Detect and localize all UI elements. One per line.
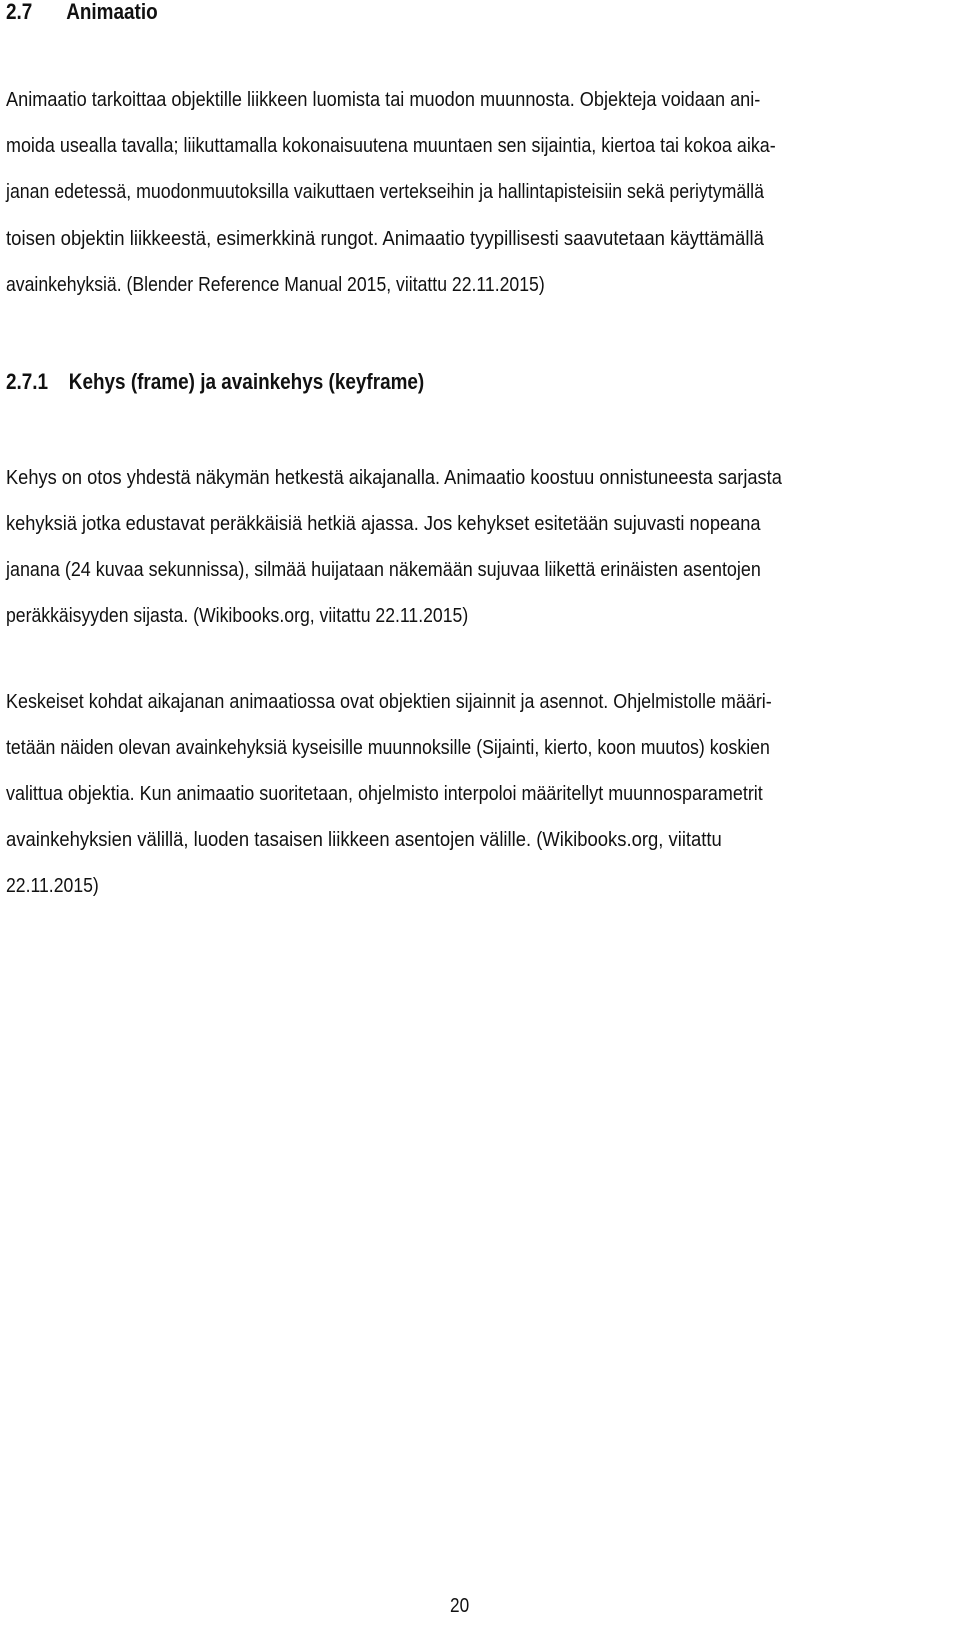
paragraph-line: tetään näiden olevan avainkehyksiä kyseisille muunnoksille (Sijainti, kierto, koon muutos) koskien — [6, 736, 770, 759]
section-heading — [6, 0, 158, 25]
paragraph-line: moida usealla tavalla; liikuttamalla kokonaisuutena muuntaen sen sijaintia, kiertoa tai kokoa aika- — [6, 134, 776, 157]
paragraph-line: Kehys on otos yhdestä näkymän hetkestä aikajanalla. Animaatio koostuu onnistuneesta sarjasta — [6, 466, 782, 489]
paragraph-line: avainkehyksien välillä, luoden tasaisen liikkeen asentojen välille. (Wikibooks.org, viitattu — [6, 828, 722, 851]
paragraph-line: Animaatio tarkoittaa objektille liikkeen luomista tai muodon muunnosta. Objekteja voidaan ani- — [6, 88, 761, 111]
subsection-title: Kehys (frame) ja avainkehys (keyframe) — [68, 369, 425, 394]
paragraph-line: 22.11.2015) — [6, 874, 99, 897]
section-number: 2.7 — [6, 0, 33, 24]
paragraph-line: avainkehyksiä. (Blender Reference Manual 2015, viitattu 22.11.2015) — [6, 273, 545, 296]
paragraph-line: Keskeiset kohdat aikajanan animaatiossa ovat objektien sijainnit ja asennot. Ohjelmistolle määri- — [6, 690, 772, 713]
paragraph-line: janana (24 kuvaa sekunnissa), silmää huijataan näkemään sujuvaa liikettä erinäisten asentojen — [6, 558, 761, 581]
paragraph-line: janan edetessä, muodonmuutoksilla vaikuttaen vertekseihin ja hallintapisteisiin sekä periytymällä — [6, 180, 764, 203]
paragraph-line: valittua objektia. Kun animaatio suoritetaan, ohjelmisto interpoloi määritellyt muunnosparametrit — [6, 782, 763, 805]
paragraph-line: peräkkäisyyden sijasta. (Wikibooks.org, viitattu 22.11.2015) — [6, 604, 469, 627]
paragraph-line: kehyksiä jotka edustavat peräkkäisiä hetkiä ajassa. Jos kehykset esitetään sujuvasti nopeana — [6, 512, 761, 535]
subsection-heading — [6, 369, 424, 395]
paragraph-line: toisen objektin liikkeestä, esimerkkinä rungot. Animaatio tyypillisesti saavutetaan käyttämällä — [6, 227, 764, 250]
subsection-number: 2.7.1 — [6, 369, 49, 394]
page-number: 20 — [450, 1595, 470, 1617]
section-title: Animaatio — [66, 0, 158, 24]
